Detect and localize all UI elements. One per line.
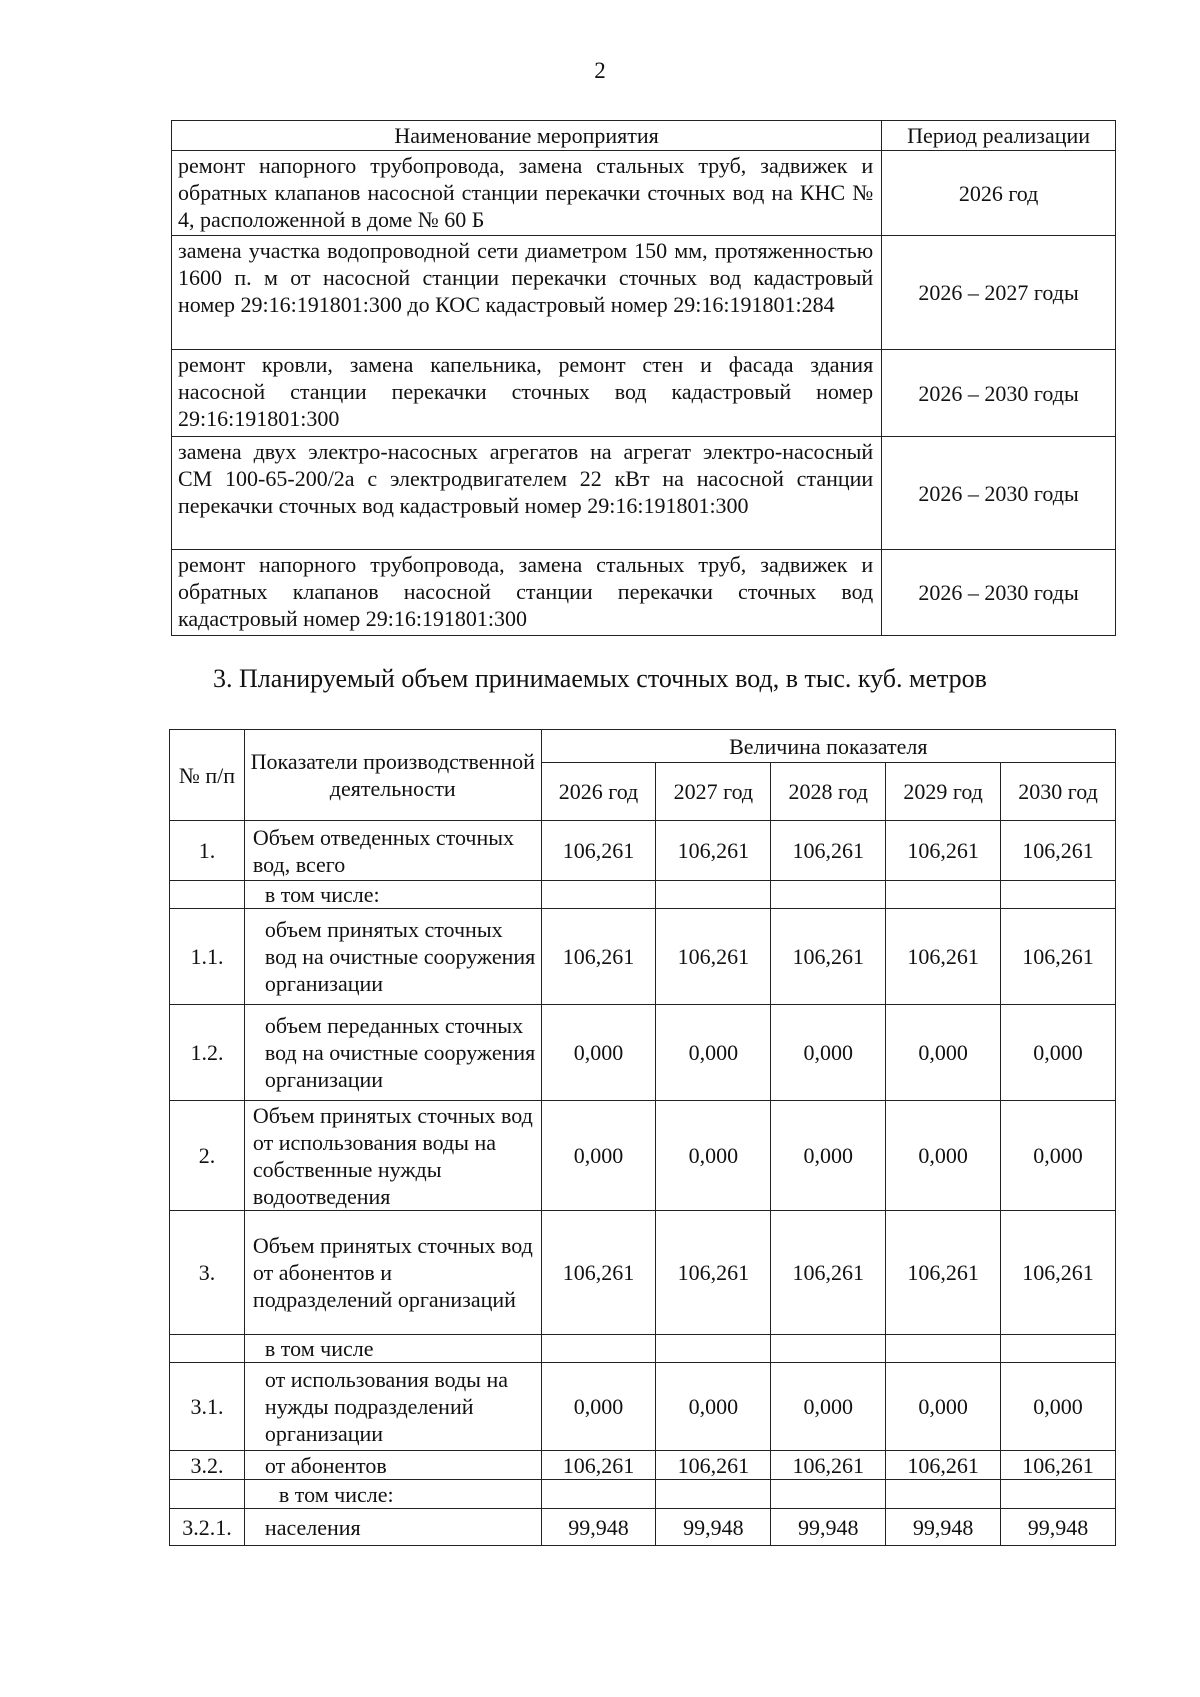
row-value: 0,000 bbox=[771, 1005, 886, 1101]
row-number bbox=[170, 881, 245, 909]
row-number: 3.2.1. bbox=[170, 1509, 245, 1546]
row-value: 106,261 bbox=[1001, 1211, 1116, 1335]
measure-description: ремонт кровли, замена капельника, ремонт стен и фасада здания насосной станции перекачки сточных вод кадастровый номер 29:16:191801:300 bbox=[172, 350, 882, 437]
row-number: 2. bbox=[170, 1101, 245, 1211]
row-value bbox=[771, 1335, 886, 1363]
row-number bbox=[170, 1335, 245, 1363]
row-value: 99,948 bbox=[886, 1509, 1001, 1546]
row-value: 0,000 bbox=[771, 1363, 886, 1451]
measure-description: ремонт напорного трубопровода, замена стальных труб, задвижек и обратных клапанов насосной станции перекачки сточных вод кадастровый номер 29:16:191801:300 bbox=[172, 550, 882, 636]
table-row bbox=[170, 1211, 1116, 1335]
row-indicator: в том числе: bbox=[244, 1480, 541, 1509]
header-year: 2026 год bbox=[541, 763, 656, 821]
page-number: 2 bbox=[594, 58, 606, 83]
header-period: Период реализации bbox=[882, 121, 1116, 151]
row-value: 99,948 bbox=[771, 1509, 886, 1546]
row-value: 106,261 bbox=[886, 1451, 1001, 1480]
row-indicator: объем принятых сточных вод на очистные сооружения организации bbox=[244, 909, 541, 1005]
row-value: 106,261 bbox=[541, 821, 656, 881]
row-value: 106,261 bbox=[886, 821, 1001, 881]
row-value: 99,948 bbox=[1001, 1509, 1116, 1546]
row-indicator: от абонентов bbox=[244, 1451, 541, 1480]
row-value bbox=[541, 1335, 656, 1363]
row-value: 0,000 bbox=[886, 1101, 1001, 1211]
row-value: 106,261 bbox=[656, 1451, 771, 1480]
table-row bbox=[172, 437, 1116, 550]
row-value: 106,261 bbox=[656, 1211, 771, 1335]
row-value: 0,000 bbox=[656, 1101, 771, 1211]
row-value: 106,261 bbox=[541, 1451, 656, 1480]
row-value bbox=[656, 1480, 771, 1509]
row-value: 106,261 bbox=[886, 1211, 1001, 1335]
header-indicator: Показатели производственной деятельности bbox=[244, 730, 541, 821]
row-value bbox=[656, 881, 771, 909]
table-row bbox=[170, 1335, 1116, 1363]
row-value bbox=[541, 881, 656, 909]
row-value: 0,000 bbox=[1001, 1005, 1116, 1101]
row-value: 0,000 bbox=[1001, 1101, 1116, 1211]
row-number: 3. bbox=[170, 1211, 245, 1335]
row-value: 106,261 bbox=[771, 821, 886, 881]
row-indicator: в том числе: bbox=[244, 881, 541, 909]
table-row bbox=[170, 1451, 1116, 1480]
measure-period: 2026 – 2027 годы bbox=[882, 236, 1116, 350]
row-value: 106,261 bbox=[771, 909, 886, 1005]
row-indicator: в том числе bbox=[244, 1335, 541, 1363]
table-row bbox=[172, 350, 1116, 437]
row-value: 99,948 bbox=[541, 1509, 656, 1546]
row-value: 0,000 bbox=[1001, 1363, 1116, 1451]
table-row bbox=[170, 1480, 1116, 1509]
row-value: 106,261 bbox=[656, 909, 771, 1005]
row-value bbox=[771, 881, 886, 909]
measure-period: 2026 – 2030 годы bbox=[882, 437, 1116, 550]
row-value bbox=[1001, 1335, 1116, 1363]
row-value bbox=[886, 1335, 1001, 1363]
row-value: 0,000 bbox=[886, 1005, 1001, 1101]
header-year: 2030 год bbox=[1001, 763, 1116, 821]
measure-description: ремонт напорного трубопровода, замена стальных труб, задвижек и обратных клапанов насосной станции перекачки сточных вод на КНС № 4, расположенной в доме № 60 Б bbox=[172, 151, 882, 236]
measure-period: 2026 год bbox=[882, 151, 1116, 236]
table-row bbox=[170, 881, 1116, 909]
row-value bbox=[1001, 1480, 1116, 1509]
header-num: № п/п bbox=[170, 730, 245, 821]
row-indicator: населения bbox=[244, 1509, 541, 1546]
row-value: 106,261 bbox=[1001, 1451, 1116, 1480]
table-row bbox=[172, 550, 1116, 636]
row-number bbox=[170, 1480, 245, 1509]
row-value: 106,261 bbox=[771, 1451, 886, 1480]
volume-table bbox=[169, 729, 1116, 1546]
row-value: 106,261 bbox=[541, 1211, 656, 1335]
row-number: 1. bbox=[170, 821, 245, 881]
measures-table bbox=[171, 120, 1116, 636]
row-value: 0,000 bbox=[541, 1363, 656, 1451]
measure-period: 2026 – 2030 годы bbox=[882, 550, 1116, 636]
row-value: 0,000 bbox=[656, 1005, 771, 1101]
row-value: 106,261 bbox=[1001, 821, 1116, 881]
row-indicator: объем переданных сточных вод на очистные сооружения организации bbox=[244, 1005, 541, 1101]
section-title: 3. Планируемый объем принимаемых сточных вод, в тыс. куб. метров bbox=[213, 664, 987, 693]
row-value: 106,261 bbox=[1001, 909, 1116, 1005]
row-value: 106,261 bbox=[541, 909, 656, 1005]
header-value-group: Величина показателя bbox=[541, 730, 1115, 763]
row-number: 3.1. bbox=[170, 1363, 245, 1451]
table-row bbox=[172, 151, 1116, 236]
table-row bbox=[170, 821, 1116, 881]
table-row bbox=[172, 236, 1116, 350]
row-value: 106,261 bbox=[886, 909, 1001, 1005]
table-row bbox=[170, 1101, 1116, 1211]
measures-table-header bbox=[172, 121, 1116, 151]
header-year: 2028 год bbox=[771, 763, 886, 821]
measure-period: 2026 – 2030 годы bbox=[882, 350, 1116, 437]
volume-table-header-top bbox=[170, 730, 1116, 763]
row-value bbox=[656, 1335, 771, 1363]
row-value: 106,261 bbox=[771, 1211, 886, 1335]
measure-description: замена двух электро-насосных агрегатов на агрегат электро-насосный СМ 100-65-200/2а с электродвигателем 22 кВт на насосной станции перекачки сточных вод кадастровый номер 29:16:191801:300 bbox=[172, 437, 882, 550]
row-value: 0,000 bbox=[656, 1363, 771, 1451]
row-value: 0,000 bbox=[541, 1005, 656, 1101]
row-value: 0,000 bbox=[541, 1101, 656, 1211]
row-value: 99,948 bbox=[656, 1509, 771, 1546]
table-row bbox=[170, 909, 1116, 1005]
row-indicator: Объем принятых сточных вод от использования воды на собственные нужды водоотведения bbox=[244, 1101, 541, 1211]
measure-description: замена участка водопроводной сети диаметром 150 мм, протяженностью 1600 п. м от насосной станции перекачки сточных вод кадастровый номер 29:16:191801:300 до КОС кадастровый номер 29:16:191801:284 bbox=[172, 236, 882, 350]
row-value bbox=[886, 881, 1001, 909]
row-value bbox=[1001, 881, 1116, 909]
row-indicator: Объем принятых сточных вод от абонентов и подразделений организаций bbox=[244, 1211, 541, 1335]
row-indicator: Объем отведенных сточных вод, всего bbox=[244, 821, 541, 881]
row-value: 0,000 bbox=[886, 1363, 1001, 1451]
row-value bbox=[541, 1480, 656, 1509]
table-row bbox=[170, 1509, 1116, 1546]
row-number: 1.2. bbox=[170, 1005, 245, 1101]
row-number: 1.1. bbox=[170, 909, 245, 1005]
header-year: 2027 год bbox=[656, 763, 771, 821]
table-row bbox=[170, 1363, 1116, 1451]
header-year: 2029 год bbox=[886, 763, 1001, 821]
row-value bbox=[886, 1480, 1001, 1509]
table-row bbox=[170, 1005, 1116, 1101]
row-number: 3.2. bbox=[170, 1451, 245, 1480]
row-value bbox=[771, 1480, 886, 1509]
header-measure-name: Наименование мероприятия bbox=[172, 121, 882, 151]
row-value: 0,000 bbox=[771, 1101, 886, 1211]
row-value: 106,261 bbox=[656, 821, 771, 881]
row-indicator: от использования воды на нужды подразделений организации bbox=[244, 1363, 541, 1451]
